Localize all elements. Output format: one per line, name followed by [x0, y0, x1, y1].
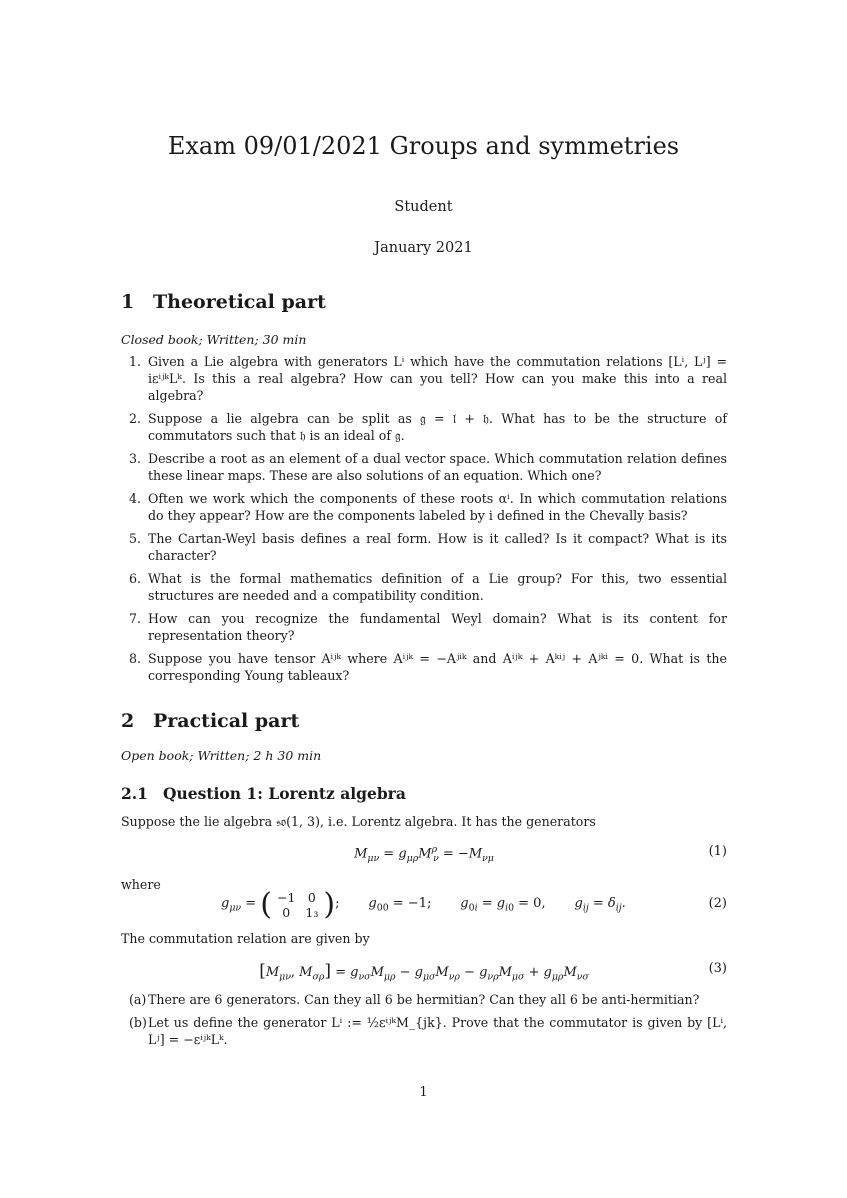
- list-item: [121, 410, 727, 444]
- question-marker: 3.: [129, 451, 142, 466]
- question-text: How can you recognize the fundamental Weyl domain? What is its content for representation theory?: [148, 611, 727, 643]
- question-marker: 6.: [129, 571, 142, 586]
- matrix-entry: −1: [276, 890, 296, 905]
- part-marker: (a): [129, 992, 147, 1007]
- subsection-title: Question 1: Lorentz algebra: [163, 784, 406, 803]
- list-item: [121, 490, 727, 524]
- question-marker: 2.: [129, 411, 142, 426]
- section-note: Open book; Written; 2 h 30 min: [121, 748, 322, 763]
- subsection-heading-lorentz: [121, 784, 406, 803]
- section-title: Theoretical part: [153, 291, 326, 313]
- section-heading-practical: [121, 710, 299, 732]
- equation-number: (2): [708, 896, 727, 911]
- page-number: 1: [419, 1085, 428, 1100]
- equation-body: $g_{\mu\nu}$ = ( −1 0 0 1₃ ) ; $g_{00} = -1$; $g_{0i} = g_{i0} = 0$, $g_{ij} = \delta_{ij}$.: [221, 887, 626, 922]
- section-title: Practical part: [153, 710, 300, 732]
- part-marker: (b): [129, 1015, 147, 1030]
- document-date: January 2021: [374, 240, 473, 256]
- equation-number: (1): [708, 844, 727, 859]
- metric-matrix: ( −1 0 0 1₃ ): [260, 887, 336, 922]
- question-marker: 7.: [129, 611, 142, 626]
- matrix-entry: 0: [282, 905, 291, 920]
- section-number: 1: [121, 291, 135, 313]
- part-text: Let us define the generator Lⁱ := ½εⁱʲᵏM_{jk}. Prove that the commutator is given by [Lⁱ, Lʲ] = −εⁱʲᵏLᵏ.: [148, 1015, 727, 1047]
- matrix-entry: 0: [307, 890, 316, 905]
- question-text: Describe a root as an element of a dual vector space. Which commutation relation defines these linear maps. These are also solutions of an equation. Which one?: [148, 451, 727, 483]
- list-item: [121, 1014, 727, 1048]
- list-item: [121, 991, 727, 1008]
- question-text: Suppose you have tensor Aⁱʲᵏ where Aⁱʲᵏ = −Aʲⁱᵏ and Aⁱʲᵏ + Aᵏⁱʲ + Aʲᵏⁱ = 0. What is the corresponding Young tableaux?: [148, 651, 727, 683]
- list-item: [121, 450, 727, 484]
- lorentz-intro: Suppose the lie algebra 𝔰𝔬(1, 3), i.e. Lorentz algebra. It has the generators: [121, 814, 596, 829]
- question-marker: 4.: [129, 491, 142, 506]
- equation-2: [121, 884, 727, 926]
- equation-3: [121, 961, 727, 983]
- question-marker: 8.: [129, 651, 142, 666]
- equation-body: [$M_{\mu\nu}$, $M_{\sigma\rho}] = g_{\nu\sigma}M_{\mu\rho} - g_{\mu\sigma}M_{\nu\rho} - g_{\nu\rho}M_{\mu\sigma} + g_{\mu\rho}M_{\nu\sigma}$: [259, 961, 589, 983]
- equation-number: (3): [708, 961, 727, 976]
- question-marker: 5.: [129, 531, 142, 546]
- list-item: [121, 353, 727, 404]
- list-item: [121, 610, 727, 644]
- equation-body: $M_{\mu\nu} = g_{\mu\rho}M^\rho_\nu = -M_{\nu\mu}$: [354, 844, 494, 864]
- section-number: 2: [121, 710, 135, 732]
- list-item: [121, 530, 727, 564]
- subsection-number: 2.1: [121, 784, 148, 803]
- where-label: where: [121, 877, 161, 892]
- document-author: Student: [394, 199, 453, 215]
- question-marker: 1.: [129, 354, 142, 369]
- question-text: What is the formal mathematics definition of a Lie group? For this, two essential structures are needed and a compatibility condition.: [148, 571, 727, 603]
- lorentz-parts-list: [121, 991, 727, 1048]
- section-heading-theoretical: [121, 291, 326, 313]
- list-item: [121, 650, 727, 684]
- question-text: Suppose a lie algebra can be split as 𝔤 = 𝔩 + 𝔥. What has to be the structure of commutators such that 𝔥 is an ideal of 𝔤.: [148, 411, 727, 443]
- question-text: Given a Lie algebra with generators Lⁱ which have the commutation relations [Lⁱ, Lʲ] = iεⁱʲᵏLᵏ. Is this a real algebra? How can you tell? How can you make this into a real algebra?: [148, 354, 727, 403]
- list-item: [121, 570, 727, 604]
- section-note: Closed book; Written; 30 min: [121, 332, 307, 347]
- question-text: The Cartan-Weyl basis defines a real form. How is it called? Is it compact? What is its character?: [148, 531, 727, 563]
- equation-1: [121, 844, 727, 864]
- theory-question-list: [121, 353, 727, 684]
- commutation-intro: The commutation relation are given by: [121, 931, 370, 946]
- document-title: Exam 09/01/2021 Groups and symmetries: [167, 132, 680, 160]
- matrix-entry: 1₃: [305, 905, 319, 920]
- part-text: There are 6 generators. Can they all 6 be hermitian? Can they all 6 be anti-hermitian?: [148, 992, 700, 1007]
- question-text: Often we work which the components of these roots αⁱ. In which commutation relations do they appear? How are the components labeled by i defined in the Chevally basis?: [148, 491, 727, 523]
